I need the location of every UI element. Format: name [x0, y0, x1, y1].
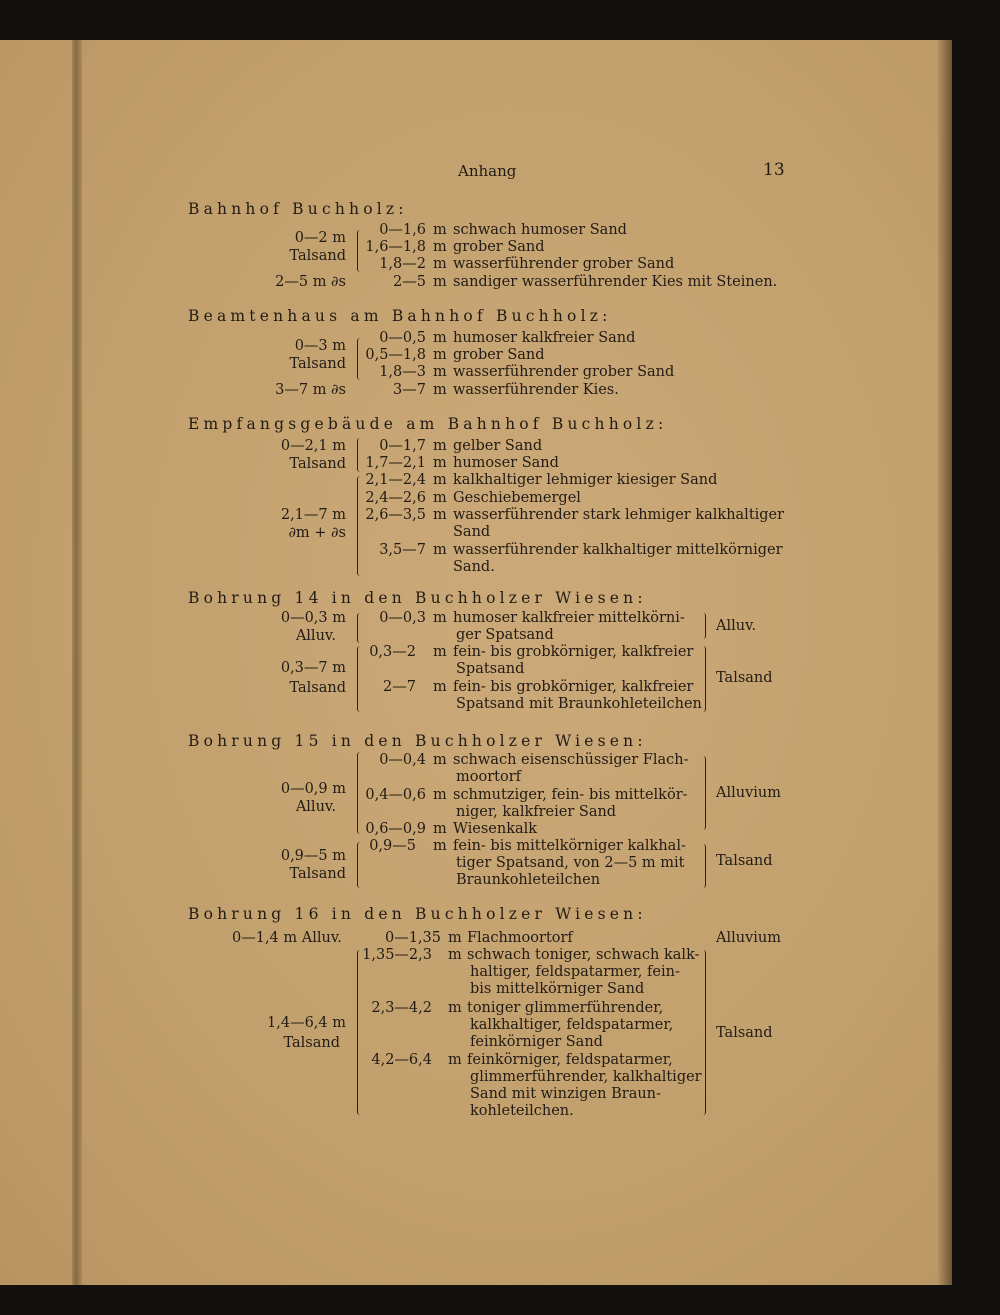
layer-description: schwach toniger, schwach kalk- — [467, 947, 700, 963]
page-number: 13 — [763, 160, 785, 180]
depth-value: 2,1—2,4 — [365, 472, 426, 488]
unit: m — [433, 382, 447, 398]
unit: m — [448, 1000, 462, 1016]
layer-description: humoser kalkfreier Sand — [453, 330, 636, 346]
depth-value: 0,5—1,8 — [365, 347, 426, 363]
layer-description-cont: moortorf — [456, 769, 521, 785]
unit: m — [433, 542, 447, 558]
layer-description-cont: Sand — [453, 524, 491, 540]
layer-label: 0,9—5 m — [280, 848, 346, 864]
depth-value: 3,5—7 — [379, 542, 426, 558]
unit: m — [448, 947, 462, 963]
section-heading: Empfangsgebäude am Bahnhof Buchholz: — [188, 415, 668, 433]
unit: m — [433, 644, 447, 660]
layer-description: grober Sand — [453, 239, 545, 255]
layer-description: fein- bis grobkörniger, kalkfreier — [453, 679, 694, 695]
layer-description: grober Sand — [453, 347, 545, 363]
layer-label: ∂m + ∂s — [288, 525, 346, 541]
layer-label: Talsand — [289, 248, 346, 264]
layer-description: kalkhaltiger lehmiger kiesiger Sand — [453, 472, 718, 488]
unit: m — [448, 1052, 462, 1068]
right-brace — [700, 613, 706, 639]
depth-value: 3—7 — [393, 382, 426, 398]
layer-label: 0—3 m — [294, 338, 346, 354]
layer-description: Wiesenkalk — [453, 821, 538, 837]
depth-value: 0,6—0,9 — [365, 821, 426, 837]
depth-value: 2,6—3,5 — [365, 507, 426, 523]
layer-description: fein- bis mittelkörniger kalkhal- — [453, 838, 686, 854]
layer-label: Talsand — [289, 866, 346, 882]
depth-value: 0,3—2 — [369, 644, 416, 660]
layer-label: 0—0,3 m — [280, 610, 346, 626]
layer-description: wasserführender kalkhaltiger mittelkörniger — [453, 542, 783, 558]
unit: m — [433, 330, 447, 346]
unit: m — [433, 472, 447, 488]
layer-description: sandiger wasserführender Kies mit Steinen. — [453, 274, 778, 290]
layer-description: toniger glimmerführender, — [467, 1000, 664, 1016]
unit: m — [433, 438, 447, 454]
layer-description: humoser kalkfreier mittelkörni- — [453, 610, 685, 626]
layer-description-cont: kalkhaltiger, feldspatarmer, — [470, 1017, 674, 1033]
section-heading: Bohrung 14 in den Buchholzer Wiesen: — [188, 589, 647, 607]
formation-label: Talsand — [716, 670, 773, 686]
depth-value: 1,6—1,8 — [365, 239, 426, 255]
depth-value: 2,3—4,2 — [371, 1000, 432, 1016]
layer-description-cont: niger, kalkfreier Sand — [456, 804, 617, 820]
layer-description: wasserführender Kies. — [453, 382, 619, 398]
layer-label: 0—2,1 m — [280, 438, 346, 454]
formation-label: Talsand — [716, 1025, 773, 1041]
layer-description: schwach eisenschüssiger Flach- — [453, 752, 689, 768]
page-edge — [938, 40, 952, 1285]
layer-label: 2,1—7 m — [280, 507, 346, 523]
layer-label: 0—2 m — [294, 230, 346, 246]
layer-description: schwach humoser Sand — [453, 222, 627, 238]
layer-description: Flachmoortorf — [467, 930, 573, 946]
layer-label: Alluv. — [295, 799, 336, 815]
unit: m — [433, 787, 447, 803]
unit: m — [433, 679, 447, 695]
depth-value: 0—0,5 — [379, 330, 426, 346]
unit: m — [433, 610, 447, 626]
depth-value: 0—1,7 — [379, 438, 426, 454]
unit: m — [433, 222, 447, 238]
formation-label: Alluvium — [716, 785, 782, 801]
layer-description-cont: glimmerführender, kalkhaltiger — [470, 1069, 702, 1085]
layer-description-cont: Spatsand mit Braunkohleteilchen — [456, 696, 702, 712]
right-brace — [700, 844, 706, 888]
layer-description: fein- bis grobkörniger, kalkfreier — [453, 644, 694, 660]
depth-value: 0,4—0,6 — [365, 787, 426, 803]
left-brace — [357, 950, 363, 1115]
layer-description: Geschiebemergel — [453, 490, 581, 506]
layer-description-cont: Braunkohleteilchen — [456, 872, 601, 888]
layer-description-cont: kohleteilchen. — [470, 1103, 574, 1119]
formation-label: Alluv. — [716, 618, 757, 634]
layer-description: humoser Sand — [453, 455, 559, 471]
unit: m — [433, 274, 447, 290]
formation-label: Alluvium — [716, 930, 782, 946]
layer-label: 3—7 m ∂s — [275, 382, 346, 398]
layer-label: 1,4—6,4 m — [267, 1015, 346, 1031]
depth-value: 4,2—6,4 — [371, 1052, 432, 1068]
page-spine — [72, 40, 82, 1285]
section-heading: Bohrung 15 in den Buchholzer Wiesen: — [188, 732, 647, 750]
depth-value: 0—1,35 — [384, 930, 441, 946]
unit: m — [433, 507, 447, 523]
section-heading: Bohrung 16 in den Buchholzer Wiesen: — [188, 905, 647, 923]
depth-value: 0—1,6 — [379, 222, 426, 238]
layer-label: Talsand — [289, 680, 346, 696]
depth-value: 2,4—2,6 — [365, 490, 426, 506]
unit: m — [448, 930, 462, 946]
section-heading: Beamtenhaus am Bahnhof Buchholz: — [188, 307, 612, 325]
layer-description-cont: haltiger, feldspatarmer, fein- — [470, 964, 680, 980]
depth-value: 0—0,3 — [379, 610, 426, 626]
layer-description-cont: tiger Spatsand, von 2—5 m mit — [456, 855, 685, 871]
section-heading: Bahnhof Buchholz: — [188, 200, 408, 218]
layer-description: wasserführender grober Sand — [453, 256, 675, 272]
layer-label: Alluv. — [295, 628, 336, 644]
depth-value: 1,8—3 — [379, 364, 426, 380]
layer-label: Talsand — [289, 456, 346, 472]
layer-description: gelber Sand — [453, 438, 543, 454]
unit: m — [433, 364, 447, 380]
unit: m — [433, 455, 447, 471]
layer-label: 0—0,9 m — [280, 781, 346, 797]
layer-description-cont: Sand mit winzigen Braun- — [470, 1086, 661, 1102]
formation-label: Talsand — [716, 853, 773, 869]
layer-description-cont: ger Spatsand — [456, 627, 554, 643]
unit: m — [433, 821, 447, 837]
right-brace — [700, 646, 706, 712]
unit: m — [433, 490, 447, 506]
unit: m — [433, 256, 447, 272]
depth-value: 2—5 — [393, 274, 426, 290]
depth-value: 1,8—2 — [379, 256, 426, 272]
layer-description: wasserführender grober Sand — [453, 364, 675, 380]
layer-label: Talsand — [289, 356, 346, 372]
running-header-title: Anhang — [458, 162, 517, 180]
depth-value: 0—0,4 — [379, 752, 426, 768]
depth-value: 2—7 — [383, 679, 416, 695]
right-brace — [700, 950, 706, 1115]
unit: m — [433, 239, 447, 255]
right-brace — [700, 756, 706, 830]
layer-description-cont: bis mittelkörniger Sand — [470, 981, 645, 997]
layer-label: 2—5 m ∂s — [275, 274, 346, 290]
layer-label: 0,3—7 m — [280, 660, 346, 676]
unit: m — [433, 838, 447, 854]
unit: m — [433, 752, 447, 768]
layer-description: schmutziger, fein- bis mittelkör- — [453, 787, 688, 803]
depth-value: 1,7—2,1 — [365, 455, 426, 471]
layer-description-cont: feinkörniger Sand — [470, 1034, 603, 1050]
book-page — [0, 40, 952, 1285]
layer-label: 0—1,4 m Alluv. — [232, 930, 342, 946]
layer-description-cont: Spatsand — [456, 661, 525, 677]
layer-label: Talsand — [283, 1035, 340, 1051]
unit: m — [433, 347, 447, 363]
depth-value: 0,9—5 — [369, 838, 416, 854]
depth-value: 1,35—2,3 — [362, 947, 432, 963]
layer-description: wasserführender stark lehmiger kalkhaltiger — [453, 507, 785, 523]
layer-description-cont: Sand. — [453, 559, 495, 575]
layer-description: feinkörniger, feldspatarmer, — [467, 1052, 673, 1068]
